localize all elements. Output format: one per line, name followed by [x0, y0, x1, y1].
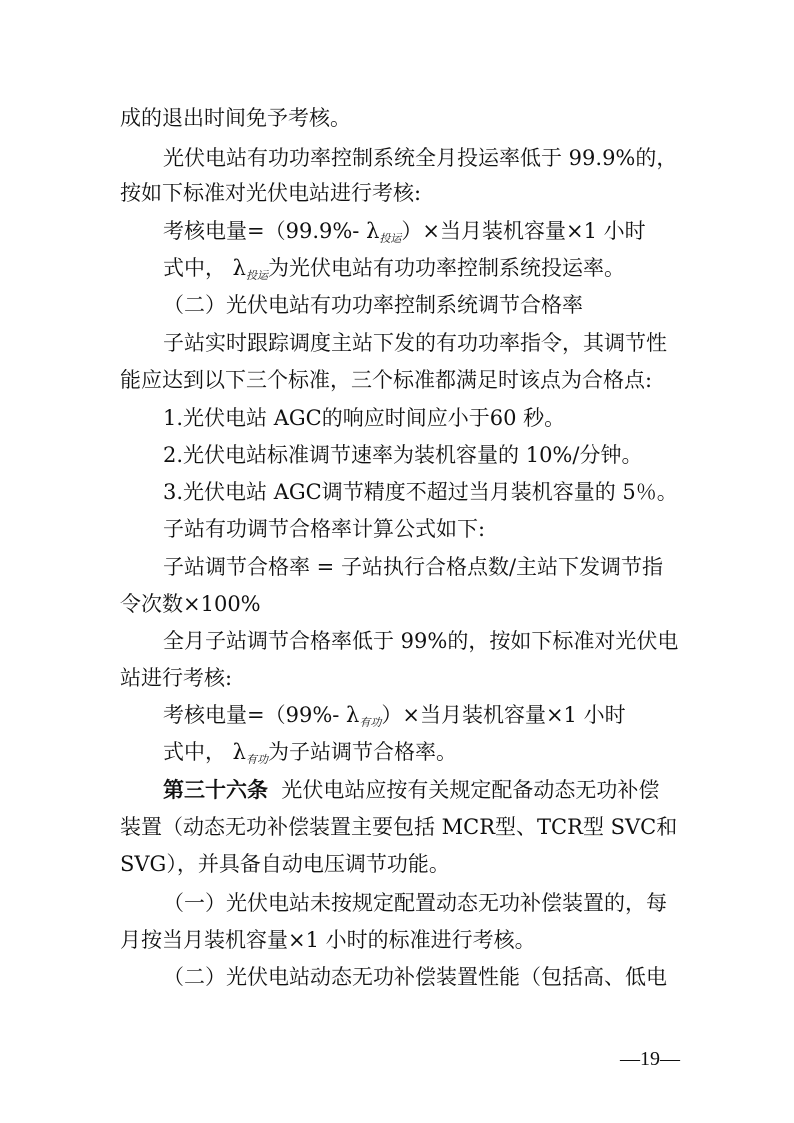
paragraph-line: 子站实时跟踪调度主站下发的有功功率指令，其调节性 [163, 331, 667, 355]
where-subscript: 投运 [246, 269, 268, 282]
formula-subscript: 有功 [359, 716, 382, 729]
paragraph-line: 按如下标准对光伏电站进行考核: [120, 181, 422, 205]
paragraph-line: 全月子站调节合格率低于 99%的，按如下标准对光伏电 [163, 629, 679, 653]
paragraph-line: 站进行考核: [120, 666, 233, 690]
paragraph-line: 月按当月装机容量×1 小时的标准进行考核。 [120, 928, 536, 952]
paragraph-line: 子站有功调节合格率计算公式如下: [163, 517, 486, 541]
list-item: 3.光伏电站 AGC调节精度不超过当月装机容量的 5％。 [163, 480, 678, 504]
paragraph-line: 子站调节合格率 = 子站执行合格点数/主站下发调节指 [163, 555, 664, 579]
paragraph-line: 能应达到以下三个标准，三个标准都满足时该点为合格点: [120, 368, 653, 392]
formula-line-2 [163, 695, 723, 735]
formula-subscript: 投运 [379, 232, 402, 245]
where-prefix: 式中， λ [163, 256, 246, 280]
paragraph-line: 令次数×100% [120, 592, 261, 616]
where-line-1 [163, 248, 723, 288]
paragraph-line: 成的退出时间免予考核。 [120, 106, 351, 130]
list-item: 2.光伏电站标准调节速率为装机容量的 10%/分钟。 [163, 443, 643, 467]
formula-prefix: 考核电量=（99%- λ [163, 703, 360, 727]
article-heading: 第三十六条 [163, 777, 268, 802]
paragraph-line: （一）光伏电站未按规定配置动态无功补偿装置的，每 [163, 891, 667, 915]
where-subscript: 有功 [246, 753, 268, 766]
section-heading: （二）光伏电站有功功率控制系统调节合格率 [163, 293, 583, 317]
article-text: 光伏电站应按有关规定配备动态无功补偿 [281, 778, 660, 802]
formula-prefix: 考核电量=（99.9%- λ [163, 219, 380, 243]
formula-suffix: ）×当月装机容量×1 小时 [381, 703, 626, 727]
paragraph-line: （二）光伏电站动态无功补偿装置性能（包括高、低电 [163, 965, 667, 989]
paragraph-line: SVG），并具备自动电压调节功能。 [120, 852, 450, 876]
formula-line-1 [163, 211, 723, 251]
paragraph-line: 装置（动态无功补偿装置主要包括 MCR型、TCR型 SVC和 [120, 815, 678, 839]
formula-suffix: ）×当月装机容量×1 小时 [401, 219, 646, 243]
list-item: 1.光伏电站 AGC的响应时间应小于60 秒。 [163, 406, 566, 430]
where-text: 为子站调节合格率。 [268, 740, 457, 764]
paragraph-line: 光伏电站有功功率控制系统全月投运率低于 99.9%的， [163, 146, 678, 170]
where-line-2 [163, 732, 723, 772]
article-line [163, 770, 723, 810]
where-text: 为光伏电站有功功率控制系统投运率。 [268, 256, 625, 280]
where-prefix: 式中， λ [163, 740, 246, 764]
page-number: —19— [620, 1048, 680, 1070]
